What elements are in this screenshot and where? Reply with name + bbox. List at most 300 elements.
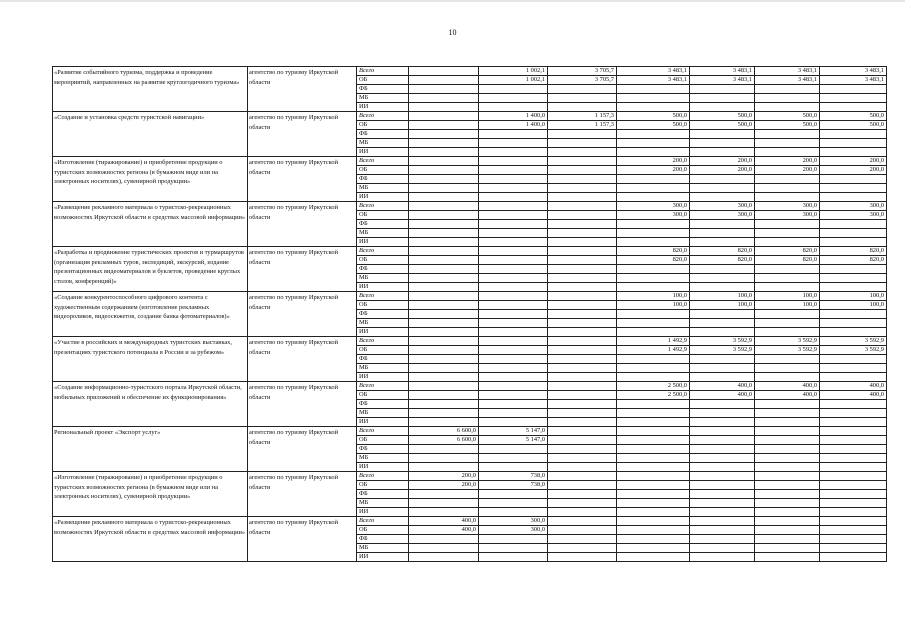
amount-cell xyxy=(820,553,887,562)
amount-cell xyxy=(548,517,617,526)
amount-cell xyxy=(409,364,479,373)
amount-cell xyxy=(690,238,755,247)
amount-cell xyxy=(409,337,479,346)
amount-cell: 738,0 xyxy=(479,481,548,490)
funding-source: Всего xyxy=(357,157,409,166)
funding-source: ОБ xyxy=(357,391,409,400)
amount-cell: 820,0 xyxy=(617,247,690,256)
amount-cell: 300,0 xyxy=(755,202,820,211)
amount-cell: 400,0 xyxy=(755,382,820,391)
amount-cell xyxy=(548,382,617,391)
amount-cell xyxy=(755,463,820,472)
amount-cell xyxy=(820,364,887,373)
funding-source: МБ xyxy=(357,544,409,553)
amount-cell xyxy=(690,85,755,94)
amount-cell xyxy=(755,499,820,508)
funding-source: ИИ xyxy=(357,328,409,337)
amount-cell xyxy=(548,166,617,175)
amount-cell xyxy=(548,157,617,166)
amount-cell xyxy=(755,427,820,436)
responsible-agency: агентство по туризму Иркутской области xyxy=(248,247,357,292)
funding-source: ОБ xyxy=(357,256,409,265)
amount-cell: 200,0 xyxy=(409,472,479,481)
amount-cell: 100,0 xyxy=(755,292,820,301)
measure-name: «Размещение рекламного материала о туристско-рекреационных возможностях Иркутской области в средствах массовой информации» xyxy=(53,202,248,247)
amount-cell xyxy=(755,193,820,202)
amount-cell: 200,0 xyxy=(755,166,820,175)
amount-cell xyxy=(409,94,479,103)
amount-cell xyxy=(690,229,755,238)
measure-name: «Создание информационно-туристского портала Иркутской области, мобильных приложений и обеспечение их функционирования» xyxy=(53,382,248,427)
funding-source: ФБ xyxy=(357,400,409,409)
amount-cell xyxy=(820,481,887,490)
funding-source: Всего xyxy=(357,517,409,526)
amount-cell xyxy=(690,499,755,508)
measure-name: «Участие в российских и международных туристских выставках, презентациях туристского потенциала в России и за рубежом» xyxy=(53,337,248,382)
amount-cell: 820,0 xyxy=(690,247,755,256)
amount-cell xyxy=(820,265,887,274)
table-row xyxy=(53,472,887,481)
amount-cell xyxy=(690,490,755,499)
amount-cell xyxy=(479,319,548,328)
amount-cell: 1 492,9 xyxy=(617,337,690,346)
amount-cell xyxy=(409,373,479,382)
amount-cell xyxy=(690,526,755,535)
amount-cell xyxy=(755,238,820,247)
amount-cell xyxy=(409,508,479,517)
funding-source: Всего xyxy=(357,292,409,301)
amount-cell xyxy=(755,355,820,364)
amount-cell xyxy=(548,364,617,373)
amount-cell: 100,0 xyxy=(820,301,887,310)
amount-cell xyxy=(479,283,548,292)
amount-cell xyxy=(409,328,479,337)
responsible-agency: агентство по туризму Иркутской области xyxy=(248,382,357,427)
amount-cell xyxy=(820,355,887,364)
funding-source: ФБ xyxy=(357,265,409,274)
amount-cell: 1 400,0 xyxy=(479,112,548,121)
amount-cell xyxy=(479,265,548,274)
amount-cell: 1 400,0 xyxy=(479,121,548,130)
amount-cell xyxy=(409,166,479,175)
amount-cell xyxy=(755,319,820,328)
amount-cell xyxy=(479,166,548,175)
amount-cell xyxy=(548,391,617,400)
amount-cell: 1 002,1 xyxy=(479,67,548,76)
amount-cell xyxy=(690,274,755,283)
amount-cell xyxy=(755,175,820,184)
amount-cell xyxy=(820,283,887,292)
amount-cell xyxy=(617,490,690,499)
funding-source: МБ xyxy=(357,94,409,103)
amount-cell xyxy=(617,526,690,535)
amount-cell xyxy=(409,445,479,454)
amount-cell xyxy=(409,139,479,148)
measure-name: «Создание конкурентоспособного цифрового контента с художественным содержанием (изготовление рекламных видеороликов, видеосюжетов, создание банка фотоматериалов)» xyxy=(53,292,248,337)
amount-cell: 400,0 xyxy=(820,382,887,391)
amount-cell: 820,0 xyxy=(755,247,820,256)
amount-cell xyxy=(820,184,887,193)
amount-cell xyxy=(479,193,548,202)
amount-cell xyxy=(617,481,690,490)
funding-source: ФБ xyxy=(357,130,409,139)
responsible-agency: агентство по туризму Иркутской области xyxy=(248,427,357,472)
amount-cell: 3 705,7 xyxy=(548,67,617,76)
amount-cell xyxy=(690,454,755,463)
amount-cell xyxy=(690,310,755,319)
amount-cell xyxy=(820,193,887,202)
funding-source: ИИ xyxy=(357,148,409,157)
amount-cell: 3 483,1 xyxy=(820,76,887,85)
amount-cell xyxy=(409,229,479,238)
amount-cell xyxy=(479,184,548,193)
amount-cell xyxy=(690,130,755,139)
amount-cell xyxy=(617,463,690,472)
table-row xyxy=(53,202,887,211)
funding-source: ИИ xyxy=(357,508,409,517)
amount-cell xyxy=(820,508,887,517)
funding-source: ИИ xyxy=(357,283,409,292)
amount-cell xyxy=(617,328,690,337)
amount-cell xyxy=(479,229,548,238)
amount-cell: 3 592,9 xyxy=(755,337,820,346)
amount-cell xyxy=(617,229,690,238)
amount-cell: 1 492,9 xyxy=(617,346,690,355)
amount-cell xyxy=(617,445,690,454)
amount-cell xyxy=(409,274,479,283)
amount-cell xyxy=(548,202,617,211)
amount-cell xyxy=(479,544,548,553)
amount-cell xyxy=(548,175,617,184)
amount-cell xyxy=(820,544,887,553)
amount-cell xyxy=(617,175,690,184)
amount-cell xyxy=(755,229,820,238)
amount-cell xyxy=(690,373,755,382)
amount-cell xyxy=(548,310,617,319)
amount-cell: 820,0 xyxy=(755,256,820,265)
amount-cell: 200,0 xyxy=(690,157,755,166)
amount-cell xyxy=(409,103,479,112)
funding-source: МБ xyxy=(357,364,409,373)
funding-source: ИИ xyxy=(357,238,409,247)
amount-cell: 500,0 xyxy=(820,112,887,121)
amount-cell xyxy=(479,445,548,454)
funding-source: ИИ xyxy=(357,193,409,202)
amount-cell xyxy=(479,202,548,211)
funding-source: ФБ xyxy=(357,445,409,454)
amount-cell xyxy=(479,175,548,184)
amount-cell: 300,0 xyxy=(617,202,690,211)
funding-source: ФБ xyxy=(357,310,409,319)
funding-source: ОБ xyxy=(357,301,409,310)
amount-cell xyxy=(690,220,755,229)
responsible-agency: агентство по туризму Иркутской области xyxy=(248,157,357,202)
amount-cell xyxy=(690,427,755,436)
amount-cell: 3 592,9 xyxy=(820,337,887,346)
amount-cell xyxy=(409,301,479,310)
amount-cell xyxy=(617,454,690,463)
amount-cell xyxy=(617,418,690,427)
amount-cell: 400,0 xyxy=(755,391,820,400)
amount-cell xyxy=(690,355,755,364)
funding-source: МБ xyxy=(357,139,409,148)
amount-cell xyxy=(820,463,887,472)
amount-cell xyxy=(548,193,617,202)
amount-cell xyxy=(690,328,755,337)
amount-cell: 300,0 xyxy=(690,202,755,211)
amount-cell xyxy=(820,328,887,337)
amount-cell xyxy=(548,526,617,535)
funding-source: Всего xyxy=(357,202,409,211)
amount-cell xyxy=(548,328,617,337)
amount-cell: 2 500,0 xyxy=(617,391,690,400)
amount-cell xyxy=(479,508,548,517)
amount-cell xyxy=(690,472,755,481)
funding-source: ФБ xyxy=(357,535,409,544)
amount-cell xyxy=(690,445,755,454)
amount-cell xyxy=(690,103,755,112)
amount-cell xyxy=(548,148,617,157)
amount-cell xyxy=(690,400,755,409)
amount-cell xyxy=(820,274,887,283)
amount-cell xyxy=(690,463,755,472)
amount-cell xyxy=(479,382,548,391)
amount-cell xyxy=(755,490,820,499)
amount-cell xyxy=(755,310,820,319)
amount-cell xyxy=(548,184,617,193)
amount-cell xyxy=(755,517,820,526)
amount-cell xyxy=(690,481,755,490)
amount-cell: 6 600,0 xyxy=(409,436,479,445)
responsible-agency: агентство по туризму Иркутской области xyxy=(248,292,357,337)
amount-cell xyxy=(548,508,617,517)
amount-cell xyxy=(617,508,690,517)
amount-cell xyxy=(548,373,617,382)
amount-cell xyxy=(617,310,690,319)
amount-cell xyxy=(690,436,755,445)
amount-cell: 100,0 xyxy=(617,301,690,310)
amount-cell: 400,0 xyxy=(409,517,479,526)
amount-cell: 6 600,0 xyxy=(409,427,479,436)
amount-cell xyxy=(479,454,548,463)
amount-cell xyxy=(548,229,617,238)
amount-cell xyxy=(755,400,820,409)
funding-source: Всего xyxy=(357,472,409,481)
amount-cell xyxy=(617,103,690,112)
amount-cell xyxy=(479,211,548,220)
amount-cell xyxy=(548,535,617,544)
amount-cell: 300,0 xyxy=(755,211,820,220)
amount-cell: 500,0 xyxy=(820,121,887,130)
amount-cell xyxy=(548,265,617,274)
amount-cell xyxy=(548,445,617,454)
amount-cell xyxy=(479,85,548,94)
table-body xyxy=(53,67,887,562)
amount-cell xyxy=(409,193,479,202)
amount-cell xyxy=(548,472,617,481)
amount-cell: 200,0 xyxy=(820,157,887,166)
amount-cell xyxy=(617,517,690,526)
amount-cell xyxy=(479,148,548,157)
amount-cell xyxy=(409,220,479,229)
amount-cell: 100,0 xyxy=(690,292,755,301)
amount-cell xyxy=(409,391,479,400)
amount-cell xyxy=(617,184,690,193)
amount-cell: 3 705,7 xyxy=(548,76,617,85)
amount-cell xyxy=(479,310,548,319)
amount-cell: 3 592,9 xyxy=(690,337,755,346)
amount-cell xyxy=(479,391,548,400)
amount-cell xyxy=(690,94,755,103)
amount-cell xyxy=(617,436,690,445)
amount-cell xyxy=(548,301,617,310)
amount-cell xyxy=(409,184,479,193)
amount-cell xyxy=(548,544,617,553)
amount-cell xyxy=(479,364,548,373)
amount-cell: 3 483,1 xyxy=(690,76,755,85)
amount-cell xyxy=(548,463,617,472)
amount-cell: 500,0 xyxy=(690,121,755,130)
funding-source: Всего xyxy=(357,112,409,121)
amount-cell xyxy=(820,238,887,247)
amount-cell: 300,0 xyxy=(479,517,548,526)
amount-cell: 300,0 xyxy=(690,211,755,220)
amount-cell: 200,0 xyxy=(617,166,690,175)
amount-cell xyxy=(409,544,479,553)
amount-cell xyxy=(409,382,479,391)
funding-source: ФБ xyxy=(357,490,409,499)
amount-cell xyxy=(409,265,479,274)
amount-cell: 300,0 xyxy=(617,211,690,220)
amount-cell: 200,0 xyxy=(820,166,887,175)
amount-cell: 500,0 xyxy=(755,121,820,130)
table-row xyxy=(53,247,887,256)
amount-cell xyxy=(479,220,548,229)
amount-cell: 820,0 xyxy=(617,256,690,265)
amount-cell xyxy=(479,337,548,346)
amount-cell: 738,0 xyxy=(479,472,548,481)
funding-source: ОБ xyxy=(357,436,409,445)
amount-cell xyxy=(617,220,690,229)
amount-cell xyxy=(617,85,690,94)
amount-cell: 100,0 xyxy=(690,301,755,310)
amount-cell xyxy=(548,139,617,148)
amount-cell xyxy=(755,328,820,337)
amount-cell xyxy=(617,409,690,418)
amount-cell xyxy=(409,130,479,139)
amount-cell xyxy=(755,544,820,553)
amount-cell: 820,0 xyxy=(820,247,887,256)
amount-cell xyxy=(617,535,690,544)
amount-cell xyxy=(755,148,820,157)
funding-source: МБ xyxy=(357,274,409,283)
responsible-agency: агентство по туризму Иркутской области xyxy=(248,472,357,517)
amount-cell xyxy=(755,409,820,418)
funding-source: ИИ xyxy=(357,463,409,472)
amount-cell xyxy=(820,400,887,409)
amount-cell xyxy=(690,364,755,373)
scan-edge xyxy=(0,0,905,2)
amount-cell xyxy=(755,184,820,193)
amount-cell xyxy=(755,364,820,373)
amount-cell xyxy=(820,310,887,319)
amount-cell xyxy=(409,400,479,409)
amount-cell xyxy=(548,292,617,301)
amount-cell xyxy=(409,76,479,85)
amount-cell xyxy=(409,292,479,301)
amount-cell xyxy=(755,526,820,535)
amount-cell xyxy=(617,238,690,247)
amount-cell xyxy=(755,445,820,454)
amount-cell xyxy=(820,445,887,454)
amount-cell xyxy=(690,553,755,562)
amount-cell xyxy=(548,274,617,283)
amount-cell: 500,0 xyxy=(755,112,820,121)
amount-cell xyxy=(548,355,617,364)
amount-cell xyxy=(548,400,617,409)
funding-source: МБ xyxy=(357,184,409,193)
amount-cell xyxy=(479,238,548,247)
amount-cell xyxy=(479,373,548,382)
funding-source: Всего xyxy=(357,67,409,76)
amount-cell: 3 483,1 xyxy=(755,76,820,85)
amount-cell xyxy=(617,544,690,553)
amount-cell: 500,0 xyxy=(617,112,690,121)
measure-name: «Изготовление (тиражирование) и приобретение продукции о туристских возможностях региона (в бумажном виде или на электронных носителях), сувенирной продукции» xyxy=(53,157,248,202)
funding-source: МБ xyxy=(357,409,409,418)
amount-cell: 200,0 xyxy=(690,166,755,175)
table-row xyxy=(53,67,887,76)
amount-cell xyxy=(617,274,690,283)
amount-cell xyxy=(479,418,548,427)
amount-cell xyxy=(690,319,755,328)
amount-cell xyxy=(479,139,548,148)
amount-cell xyxy=(820,130,887,139)
funding-source: ИИ xyxy=(357,373,409,382)
amount-cell xyxy=(479,157,548,166)
responsible-agency: агентство по туризму Иркутской области xyxy=(248,202,357,247)
amount-cell xyxy=(548,94,617,103)
amount-cell xyxy=(409,148,479,157)
amount-cell xyxy=(820,490,887,499)
measure-name: Региональный проект «Экспорт услуг» xyxy=(53,427,248,472)
amount-cell xyxy=(548,553,617,562)
amount-cell xyxy=(479,553,548,562)
amount-cell xyxy=(548,85,617,94)
amount-cell xyxy=(820,220,887,229)
amount-cell xyxy=(409,67,479,76)
amount-cell xyxy=(617,130,690,139)
amount-cell: 1 157,3 xyxy=(548,112,617,121)
amount-cell xyxy=(617,265,690,274)
funding-source: ОБ xyxy=(357,121,409,130)
measure-name: «Размещение рекламного материала о туристско-рекреационных возможностях Иркутской области в средствах массовой информации» xyxy=(53,517,248,562)
amount-cell xyxy=(409,283,479,292)
funding-source: ОБ xyxy=(357,526,409,535)
amount-cell xyxy=(755,220,820,229)
amount-cell xyxy=(690,283,755,292)
amount-cell xyxy=(820,526,887,535)
amount-cell xyxy=(755,436,820,445)
funding-source: ОБ xyxy=(357,166,409,175)
amount-cell xyxy=(820,517,887,526)
amount-cell xyxy=(820,175,887,184)
amount-cell xyxy=(548,103,617,112)
amount-cell xyxy=(548,454,617,463)
amount-cell: 200,0 xyxy=(617,157,690,166)
amount-cell xyxy=(409,490,479,499)
amount-cell xyxy=(409,256,479,265)
